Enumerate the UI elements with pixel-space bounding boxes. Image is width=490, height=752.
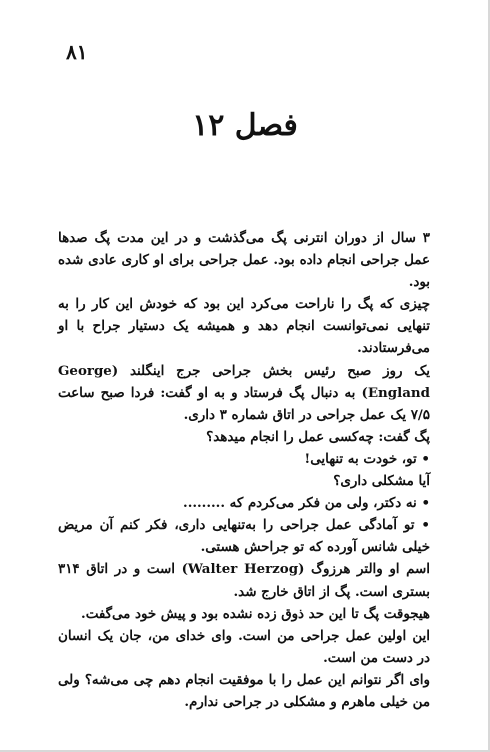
paragraph: این اولین عمل جراحی من است. وای خدای من، جان یک انسان در دست من است. xyxy=(58,627,430,666)
paragraph: پگ گفت: چه‌کسی عمل را انجام میدهد؟ xyxy=(206,428,430,445)
paragraph: اسم او والتر هرزوگ (Walter Herzog) است و در اتاق ۳۱۴ بستری است. پگ از اتاق خارج شد. xyxy=(58,561,431,600)
paragraph: • تو، خودت به تنهایی! xyxy=(304,450,430,467)
paragraph: • تو آمادگی عمل جراحی را به‌تنهایی داری، فکر کنم آن مریض خیلی شانس آورده که تو جراحش هستی. xyxy=(58,517,430,556)
paragraph: وای اگر نتوانم این عمل را با موفقیت انجام دهم چی می‌شه؟ ولی من خیلی ماهرم و مشکلی در جراحی ندارم. xyxy=(58,671,430,710)
chapter-title: فصل ۱۲ xyxy=(192,108,298,143)
body-text xyxy=(58,227,430,713)
paragraph: یک روز صبح رئیس بخش جراحی جرج اینگلند (George England) به دنبال پگ فرستاد و به او گفت: فردا صبح ساعت ۷/۵ یک عمل جراحی در اتاق شماره ۳ داری. xyxy=(58,362,430,423)
paragraph: هیجوقت پگ تا این حد ذوق زده نشده بود و پیش خود می‌گفت. xyxy=(81,605,430,622)
paragraph: ۳ سال از دوران انترنی پگ می‌گذشت و در این مدت پگ صدها عمل جراحی انجام داده بود. عمل جراحی برای او کاری عادی شده بود. xyxy=(58,230,430,291)
paragraph: چیزی که پگ را ناراحت می‌کرد این بود که خودش این کار را به تنهایی نمی‌توانست انجام دهد و همیشه یک دستیار جراح با او می‌فرستادند. xyxy=(58,296,430,357)
page-number: ۸۱ xyxy=(66,40,88,64)
paragraph: • نه دکتر، ولی من فکر می‌کردم که ......... xyxy=(183,495,430,512)
paragraph: آیا مشکلی داری؟ xyxy=(333,473,430,490)
